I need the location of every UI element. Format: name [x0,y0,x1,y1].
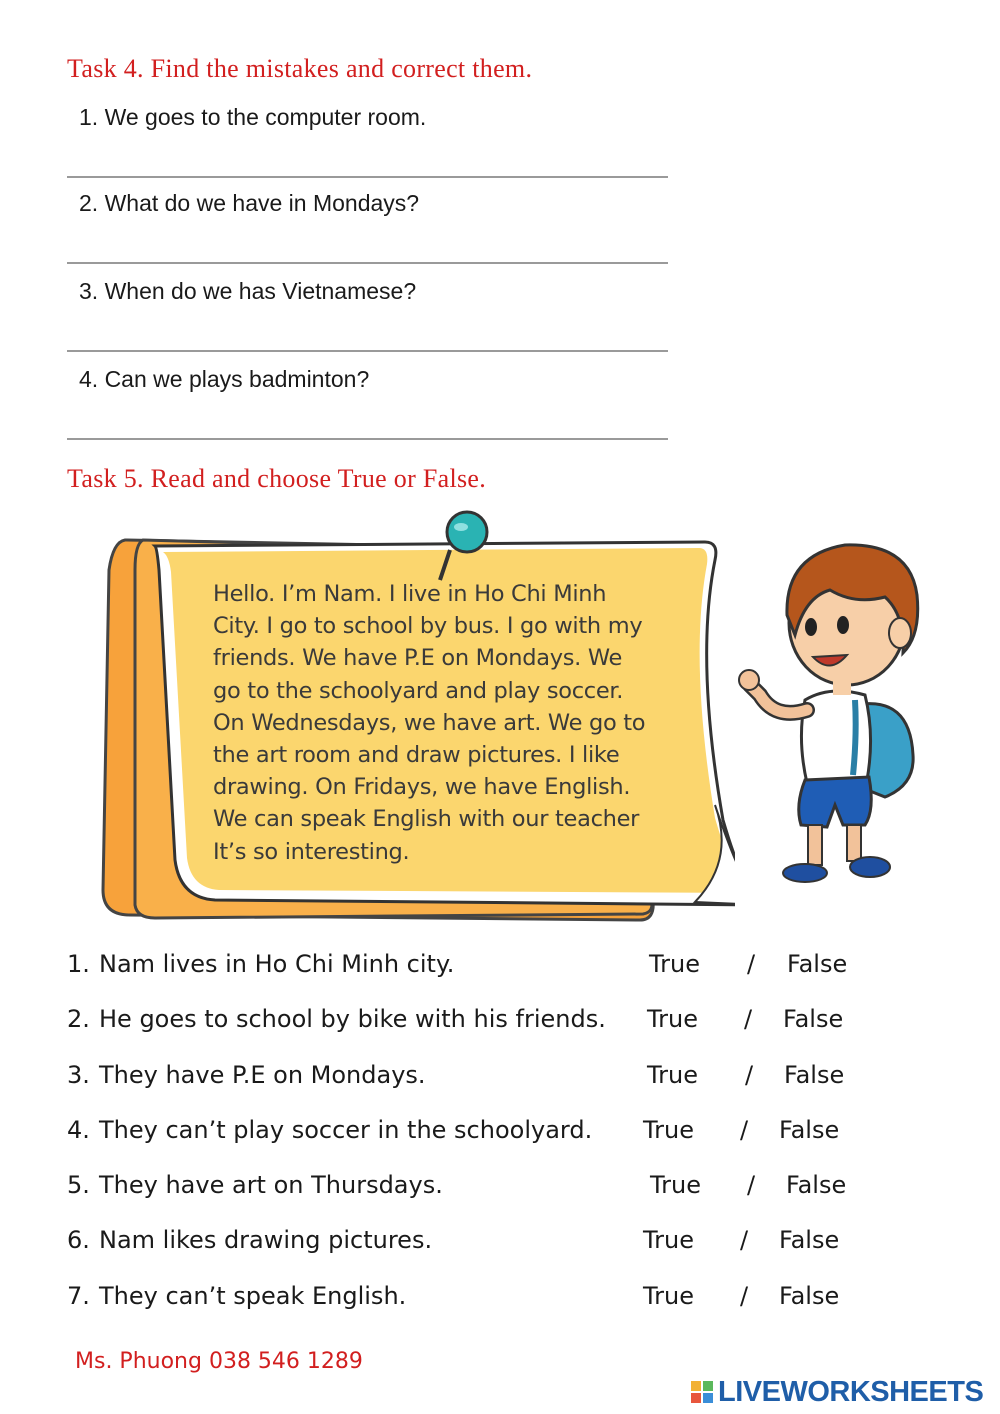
passage-line: On Wednesdays, we have art. We go to [213,709,646,736]
statement-number: 5. [67,1171,90,1199]
mistake-item-3[interactable] [67,266,668,352]
true-option[interactable]: True [643,1282,694,1310]
tf-statement-3 [67,1061,887,1101]
reading-passage [213,578,693,868]
passage-line: friends. We have P.E on Mondays. We [213,645,623,672]
tf-statement-7 [67,1282,887,1322]
mistake-sentence: 1. We goes to the computer room. [79,104,427,130]
passage-line: City. I go to school by bus. I go with my [213,613,643,640]
passage-line: We can speak English with our teacher [213,806,640,833]
option-separator: / [745,1061,754,1089]
true-option[interactable]: True [643,1226,694,1254]
option-separator: / [740,1116,749,1144]
statement-text: They have P.E on Mondays. [99,1061,426,1089]
statement-text: They can’t play soccer in the schoolyard. [99,1116,593,1144]
true-option[interactable]: True [647,1061,698,1089]
option-separator: / [740,1282,749,1310]
option-separator: / [740,1226,749,1254]
false-option[interactable]: False [787,950,848,978]
false-option[interactable]: False [784,1061,845,1089]
mistake-sentence: 3. When do we has Vietnamese? [79,278,417,304]
tf-statement-2 [67,1005,887,1045]
tf-statement-6 [67,1226,887,1266]
mistake-sentence: 4. Can we plays badminton? [79,366,370,392]
true-option[interactable]: True [647,1005,698,1033]
option-separator: / [747,1171,756,1199]
tf-statement-1 [67,950,887,990]
mistake-item-2[interactable] [67,178,668,264]
false-option[interactable]: False [779,1282,840,1310]
tf-statement-4 [67,1116,887,1156]
task4-heading: Task 4. Find the mistakes and correct them. [67,54,533,83]
option-separator: / [747,950,756,978]
false-option[interactable]: False [783,1005,844,1033]
statement-text: Nam likes drawing pictures. [99,1226,433,1254]
liveworksheets-logo-icon [690,1380,714,1404]
statement-number: 4. [67,1116,90,1144]
statement-text: They can’t speak English. [99,1282,407,1310]
statement-number: 3. [67,1061,90,1089]
passage-line: Hello. I’m Nam. I live in Ho Chi Minh [213,581,607,607]
false-option[interactable]: False [779,1116,840,1144]
statement-text: They have art on Thursdays. [99,1171,443,1199]
statement-number: 2. [67,1005,90,1033]
mistake-item-1[interactable] [67,92,668,178]
true-option[interactable]: True [643,1116,694,1144]
liveworksheets-brand[interactable] [690,1372,983,1412]
brand-name: LIVEWORKSHEETS [718,1375,984,1408]
passage-line: It’s so interesting. [213,838,410,865]
statement-number: 1. [67,950,90,978]
passage-line: drawing. On Fridays, we have English. [213,774,631,801]
passage-line: go to the schoolyard and play soccer. [213,677,624,704]
false-option[interactable]: False [786,1171,847,1199]
statement-number: 7. [67,1282,90,1310]
task5-heading: Task 5. Read and choose True or False. [67,464,487,493]
statement-text: He goes to school by bike with his friends. [99,1005,606,1033]
boy-with-backpack-illustration [735,535,935,895]
true-option[interactable]: True [650,1171,701,1199]
true-option[interactable]: True [649,950,700,978]
mistake-item-4[interactable] [67,354,668,440]
teacher-credit: Ms. Phuong 038 546 1289 [75,1349,363,1374]
tf-statement-5 [67,1171,887,1211]
statement-number: 6. [67,1226,90,1254]
mistake-sentence: 2. What do we have in Mondays? [79,190,420,216]
option-separator: / [744,1005,753,1033]
false-option[interactable]: False [779,1226,840,1254]
statement-text: Nam lives in Ho Chi Minh city. [99,950,455,978]
passage-line: the art room and draw pictures. I like [213,742,620,769]
